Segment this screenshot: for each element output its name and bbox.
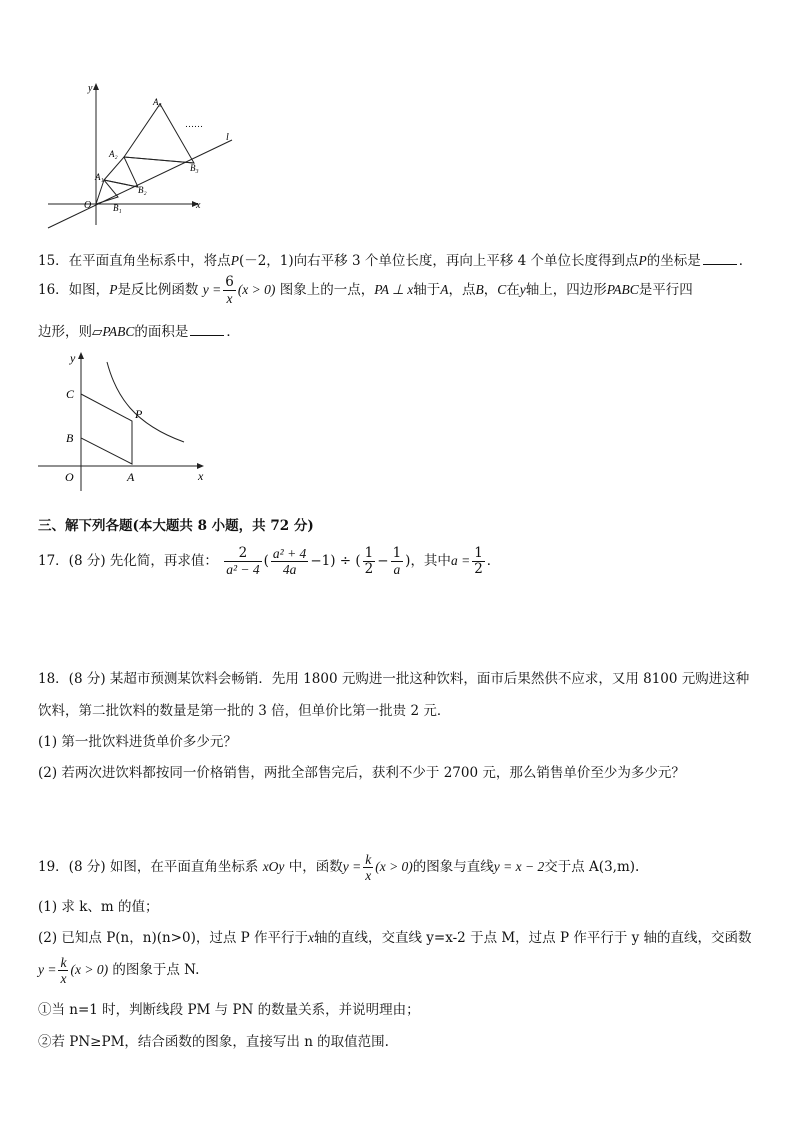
- q16-text2: 图象上的一点，: [279, 282, 375, 298]
- q17-f5-den: 2: [474, 561, 483, 577]
- q16-c: C: [497, 282, 507, 297]
- q19-lead: 19．(8 分) 如图，在平面直角坐标系: [38, 859, 259, 875]
- q16-pabc: PABC: [606, 282, 639, 297]
- q15-coord: (－2，1): [238, 253, 294, 269]
- q16-text3: 轴于: [413, 282, 441, 298]
- fig15-label-x: x: [196, 200, 201, 211]
- q17-f3-num: 1: [364, 545, 374, 561]
- q15-answer-blank: [703, 252, 737, 265]
- fig15-label-l: l: [226, 132, 229, 143]
- question-16-line2: [38, 320, 240, 340]
- q16-perp: PA ⊥ x: [374, 282, 414, 297]
- q17-f4-den: a: [393, 562, 401, 577]
- q17-close: ): [405, 553, 411, 569]
- q19-frac-k: k: [365, 852, 372, 867]
- q16-text5: 在: [506, 282, 520, 298]
- q17-f1-den: a² − 4: [226, 562, 260, 577]
- q19-item1: ①当 n=1 时，判断线段 PM 与 PN 的数量关系，并说明理由；: [38, 1002, 420, 1018]
- fig16-label-x: x: [198, 469, 204, 483]
- q16-a: A: [440, 282, 449, 297]
- q16-b: B: [475, 282, 484, 297]
- fig16-label-p: P: [135, 407, 143, 421]
- q17-frac-1: [224, 546, 261, 577]
- q16-period: ．: [226, 324, 240, 340]
- fig15-label-y: y: [88, 83, 93, 94]
- fig15-label-b1: B₁: [113, 203, 122, 213]
- q17-f3-den: 2: [364, 561, 374, 577]
- q19-frac: [363, 852, 373, 883]
- fig16-y-arrow: [78, 352, 84, 359]
- q17-frac-3: [363, 546, 376, 577]
- q19-f-ylhs: y =: [38, 962, 57, 977]
- triangle-2: [104, 157, 138, 187]
- q16-frac-num: 6: [225, 274, 234, 290]
- fig16-label-y: y: [70, 351, 76, 365]
- q15-prefix: 15．在平面直角坐标系中，将点: [38, 253, 231, 269]
- q17-lead: 17．(8 分) 先化简，再求值：: [38, 553, 218, 569]
- q16-p: P: [109, 282, 118, 297]
- q17-var: a =: [450, 553, 471, 568]
- q19-sub2-frac: [58, 955, 68, 986]
- fig16-label-c: C: [66, 387, 75, 401]
- q19-sub2-line2: [38, 955, 199, 986]
- q18-sub2: (2) 若两次进饮料都按同一价格销售，两批全部售完后，获利不少于 2700 元，那么销售单价至少为多少元？: [38, 765, 685, 781]
- q17-f1-num: 2: [224, 546, 261, 562]
- q17-open: (: [263, 553, 269, 569]
- triangle-1: [96, 180, 118, 204]
- fig16-label-b: B: [66, 431, 74, 445]
- q17-f5-num: 1: [474, 545, 483, 561]
- q19-sub1: (1) 求 k、m 的值；: [38, 899, 159, 915]
- q17-minus1: −1) ÷ (: [310, 553, 361, 569]
- q18-sub1: (1) 第一批饮料进货单价多少元？: [38, 734, 237, 750]
- q16-func-lhs: y =: [202, 282, 222, 297]
- fig15-label-o: O: [84, 200, 92, 211]
- fig16-label-o: O: [65, 470, 74, 484]
- q19-sub2-frac-k: k: [60, 955, 67, 970]
- q16-comma: ，: [483, 282, 498, 298]
- q15-suffix: 向右平移 3 个单位长度，再向上平移 4 个单位长度得到点: [293, 253, 639, 269]
- q18-line2: 饮料，第二批饮料的数量是第一批的 3 倍，但单价比第一批贵 2 元．: [38, 703, 451, 719]
- fig15-label-a2: A₂: [109, 149, 118, 159]
- q17-frac-4: [391, 546, 404, 577]
- q17-period: ．: [486, 553, 501, 569]
- segment-a3-b3: [124, 157, 194, 163]
- q15-end: 的坐标是: [646, 253, 701, 269]
- q17-frac-5: [472, 546, 485, 577]
- q19-ylhs: y =: [342, 859, 362, 874]
- q19-sub2-line1: [38, 926, 752, 946]
- q17-frac-2: [271, 546, 308, 577]
- q16-line2b: 的面积是: [134, 324, 189, 340]
- fig16-label-a: A: [127, 470, 135, 484]
- q16-cond: (x > 0): [237, 282, 276, 297]
- fig15-label-b3: B₃: [190, 163, 199, 173]
- parallelogram-hyperbola-figure: [34, 346, 214, 491]
- q16-text4: ，点: [448, 282, 476, 298]
- line-l: [48, 140, 232, 228]
- q19-xoy: xOy: [262, 859, 285, 874]
- fig15-label-a1: A₁: [95, 172, 104, 182]
- q17-f4-num: 1: [392, 545, 402, 561]
- triangle-3: [124, 104, 194, 163]
- q16-answer-blank: [190, 323, 224, 336]
- hyperbola-curve: [107, 362, 184, 442]
- question-19-line1: [38, 852, 639, 883]
- q16-text1: 是反比例函数: [117, 282, 199, 298]
- q17-f2-den: 4a: [282, 562, 297, 577]
- q17-minus: −: [377, 553, 389, 569]
- q19-sub2-frac-x: x: [60, 971, 67, 986]
- question-17: [38, 546, 500, 577]
- q19-sub2a: (2) 已知点 P(n，n)(n>0)，过点 P 作平行于: [38, 930, 309, 946]
- q19-line: y = x − 2: [493, 859, 545, 874]
- q16-yaxis: y: [519, 282, 526, 297]
- question-15: [38, 249, 752, 269]
- q16-text7: 是平行四: [638, 282, 693, 298]
- q19-t3: 交于点 A(3,m).: [544, 859, 640, 875]
- fig15-dots: ……: [185, 119, 203, 129]
- q16-frac-den: x: [226, 291, 233, 306]
- q19-t2: 的图象与直线: [412, 859, 494, 875]
- y-axis-arrow: [93, 83, 99, 90]
- q19-sub2x: x: [308, 930, 315, 945]
- q19-frac-x: x: [365, 868, 372, 883]
- q16-lead: 16．如图，: [38, 282, 110, 298]
- q16-fraction: [223, 275, 236, 306]
- q17-f2-num: a² + 4: [272, 546, 307, 561]
- question-16-line1: [38, 275, 693, 306]
- q19-sub2c: 的图象于点 N.: [112, 962, 200, 978]
- q16-text6: 轴上，四边形: [525, 282, 607, 298]
- section-3-title: 三、解下列各题(本大题共 8 小题，共 72 分): [38, 518, 314, 534]
- q19-sub2b: 轴的直线，交直线 y=x-2 于点 M，过点 P 作平行于 y 轴的直线，交函数: [314, 930, 752, 946]
- q19-f-cond: (x > 0): [70, 962, 109, 977]
- triangle-chain-figure: [40, 80, 240, 230]
- q15-point2: P: [638, 253, 647, 268]
- q19-cond: (x > 0): [375, 859, 413, 874]
- q19-t1: 中，函数: [288, 859, 343, 875]
- q18-line1: 18．(8 分) 某超市预测某饮料会畅销．先用 1800 元购进一批这种饮料，面市后果然供不应求，又用 8100 元购进这种: [38, 671, 750, 687]
- q17-mid: ，其中: [410, 553, 451, 569]
- q16-line2a: 边形，则▱: [38, 324, 103, 340]
- fig15-label-b2: B₂: [138, 185, 147, 195]
- q15-point: P: [230, 253, 239, 268]
- q16-pabc2: PABC: [102, 324, 135, 339]
- fig15-label-a3: A₃: [153, 97, 162, 107]
- q19-item2: ②若 PN≥PM，结合函数的图象，直接写出 n 的取值范围.: [38, 1034, 389, 1050]
- q15-period: ．: [738, 253, 753, 269]
- parallelogram-pabc: [81, 394, 132, 464]
